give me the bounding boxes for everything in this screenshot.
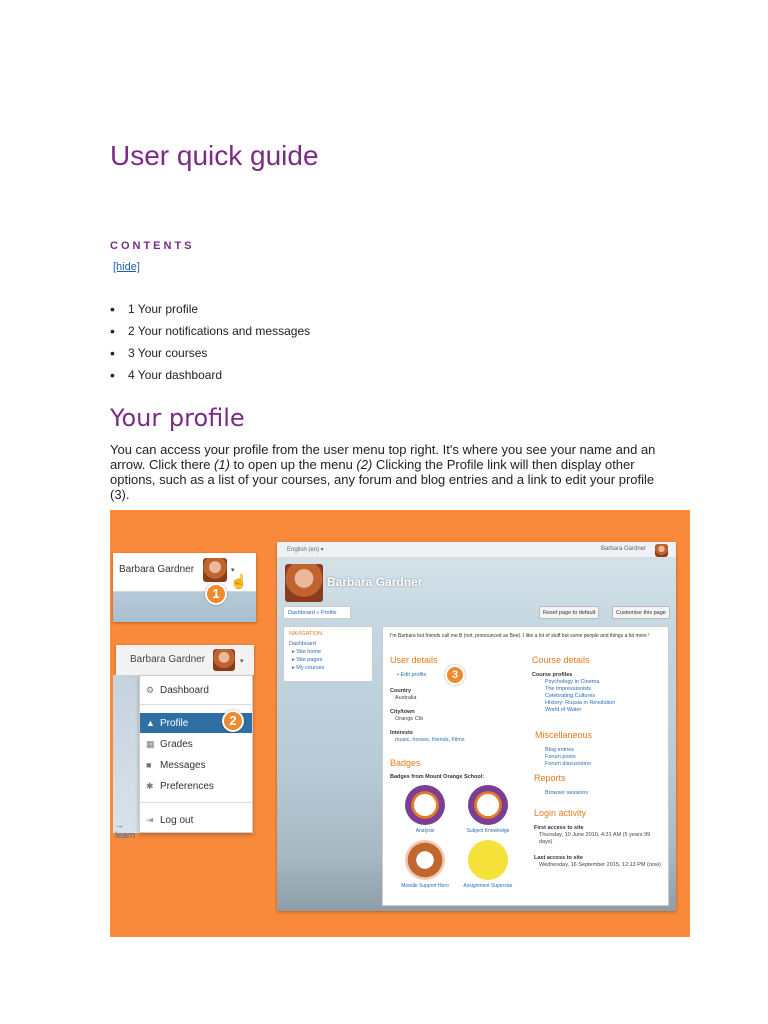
para-emphasis: (2): [356, 457, 373, 472]
toc-item: [110, 298, 310, 320]
user-dropdown-menu: [139, 675, 253, 833]
menu-divider: [140, 704, 252, 705]
menu-item-label: Profile: [160, 717, 189, 729]
para-text: You can access your profile from the user menu top right. It's where you see your name and an arrow. Click there: [110, 442, 656, 472]
para-text: Clicking the Profile link will then display other options, such as a list of your courses, any forum and blog entries and a link to edit your profile (3).: [110, 457, 655, 502]
avatar: [213, 649, 235, 671]
speech-bubble-icon: ■: [146, 760, 152, 770]
logout-icon: ⇥: [146, 814, 154, 825]
avatar[interactable]: [655, 544, 668, 557]
badge-assignment-superstar-icon[interactable]: [468, 840, 508, 880]
menu-item-logout[interactable]: [140, 810, 252, 830]
user-name[interactable]: Barbara Gardner: [600, 546, 646, 552]
badge-support-hero-icon[interactable]: [405, 840, 445, 880]
caret-down-icon[interactable]: ▾: [240, 658, 244, 665]
user-name: Barbara Gardner: [130, 654, 206, 665]
para-text: to open up the menu: [229, 457, 357, 472]
callout-badge-1: 1: [205, 583, 227, 605]
badge-caption: Analysis: [415, 828, 435, 834]
interests-label: Interests: [390, 730, 413, 736]
course-link[interactable]: Celebrating Cultures: [545, 693, 596, 699]
last-access-label: Last access to site: [534, 855, 583, 861]
toc-link-dashboard[interactable]: 4 Your dashboard: [128, 368, 223, 382]
reports-link[interactable]: Browser sessions: [545, 790, 589, 796]
menu-item-label: Log out: [160, 814, 194, 826]
avatar: [203, 558, 227, 582]
interests-value[interactable]: music, horses, friends, Films: [395, 737, 465, 743]
dashboard-icon: ⚙: [146, 684, 155, 695]
menu-item-label: Dashboard: [160, 684, 209, 696]
caret-down-icon[interactable]: ▾: [231, 567, 235, 574]
menu-item-label: Messages: [160, 759, 206, 771]
badge-caption: Moodle Support Hero: [401, 883, 449, 889]
menu-item-label: Grades: [160, 738, 193, 750]
nav-item-dashboard[interactable]: Dashboard: [289, 641, 316, 647]
misc-heading: Miscellaneous: [535, 730, 593, 740]
menu-item-grades[interactable]: [140, 734, 252, 754]
course-link[interactable]: World of Water: [545, 707, 582, 713]
user-menu-trigger-cutout: [113, 553, 256, 622]
country-label: Country: [390, 688, 412, 694]
grades-icon: ▦: [146, 738, 155, 749]
login-activity-heading: Login activity: [534, 808, 587, 818]
nav-item-site-home[interactable]: ▸ Site home: [292, 649, 322, 655]
navigation-title: NAVIGATION: [289, 631, 323, 637]
profile-heading-name: Barbara Gardner: [327, 575, 423, 589]
user-name: Barbara Gardner: [119, 564, 195, 575]
table-of-contents: [110, 298, 310, 386]
toc-link-courses[interactable]: 3 Your courses: [128, 346, 208, 360]
city-value: Orange Cib: [395, 716, 424, 722]
top-navbar: [277, 542, 676, 558]
page-background-strip: [113, 675, 139, 840]
hand-cursor-icon: ☝: [230, 573, 248, 589]
toc-item: [110, 364, 310, 386]
bullet-icon: •: [110, 345, 115, 361]
country-value: Australia: [395, 695, 417, 701]
toc-toggle: [113, 261, 140, 273]
course-link[interactable]: Psychology in Cinema: [545, 679, 600, 685]
misc-link[interactable]: Blog entries: [545, 747, 575, 753]
page-title: User quick guide: [110, 140, 319, 171]
toc-item: [110, 320, 310, 342]
menu-item-preferences[interactable]: [140, 776, 252, 796]
toc-link-notifications[interactable]: 2 Your notifications and messages: [128, 324, 311, 338]
edit-profile-link[interactable]: • Edit profile: [397, 672, 427, 678]
profile-screenshot-figure: [110, 510, 690, 937]
course-link[interactable]: History: Russia in Revolution: [545, 700, 616, 706]
bullet-icon: •: [110, 367, 115, 383]
menu-item-label: Preferences: [160, 780, 214, 792]
callout-badge-2: 2: [222, 710, 244, 732]
hide-link[interactable]: [hide]: [113, 261, 140, 273]
city-label: City/town: [390, 709, 415, 715]
menu-item-messages[interactable]: [140, 755, 252, 775]
user-details-heading: User details: [390, 655, 438, 665]
badge-subject-knowledge-icon[interactable]: [468, 785, 508, 825]
bullet-icon: •: [110, 323, 115, 339]
reset-page-button[interactable]: Reset page to default: [539, 606, 599, 619]
badges-heading: Badges: [390, 758, 421, 768]
course-profiles-label: Course profiles: [532, 672, 573, 678]
user-menu-header-cutout: [116, 645, 254, 675]
contents-heading: CONTENTS: [110, 240, 195, 252]
badge-caption: Assignment Superstar: [463, 883, 513, 889]
language-menu[interactable]: English (en) ▾: [287, 547, 324, 553]
badge-caption: Subject Knowledge: [466, 828, 510, 834]
course-details-heading: Course details: [532, 655, 590, 665]
badge-analysis-icon[interactable]: [405, 785, 445, 825]
toc-link-your-profile[interactable]: 1 Your profile: [128, 302, 199, 316]
profile-picture: [285, 564, 323, 602]
reports-heading: Reports: [534, 773, 566, 783]
first-access-value: Thursday, 10 June 2010, 4:31 AM (5 years 99 days): [539, 832, 651, 845]
gear-icon: ✱: [146, 780, 154, 791]
profile-main-content: [382, 626, 669, 906]
nav-item-site-pages[interactable]: ▸ Site pages: [292, 657, 323, 663]
section-title: Your profile: [110, 404, 245, 432]
course-link[interactable]: The Impressionists: [545, 686, 592, 692]
misc-link[interactable]: Forum discussions: [545, 761, 591, 767]
bullet-icon: •: [110, 301, 115, 317]
nav-item-my-courses[interactable]: ▸ My courses: [292, 665, 325, 671]
profile-page-screenshot: [277, 542, 676, 911]
badges-from-label: Badges from Mount Orange School:: [390, 774, 485, 780]
navigation-block: [283, 626, 373, 682]
first-access-label: First access to site: [534, 825, 584, 831]
menu-divider: [140, 802, 252, 803]
menu-item-dashboard[interactable]: [140, 680, 252, 700]
profile-description: I'm Barbara but friends call me B (not, pronounced as Bee). I like a lot of stuff but some people and things a bit more !: [390, 633, 650, 639]
last-access-value: Wednesday, 16 September 2015, 12:13 PM (now): [539, 862, 661, 868]
customise-page-button[interactable]: Customise this page: [612, 606, 670, 619]
callout-badge-3: 3: [445, 665, 465, 685]
profile-paragraph: [110, 442, 660, 502]
learn-link: → learn: [115, 820, 136, 840]
toc-item: [110, 342, 310, 364]
para-emphasis: (1): [214, 457, 230, 472]
breadcrumb[interactable]: Dashboard » Profile: [283, 606, 351, 619]
misc-link[interactable]: Forum posts: [545, 754, 576, 760]
user-icon: ▲: [146, 718, 155, 728]
